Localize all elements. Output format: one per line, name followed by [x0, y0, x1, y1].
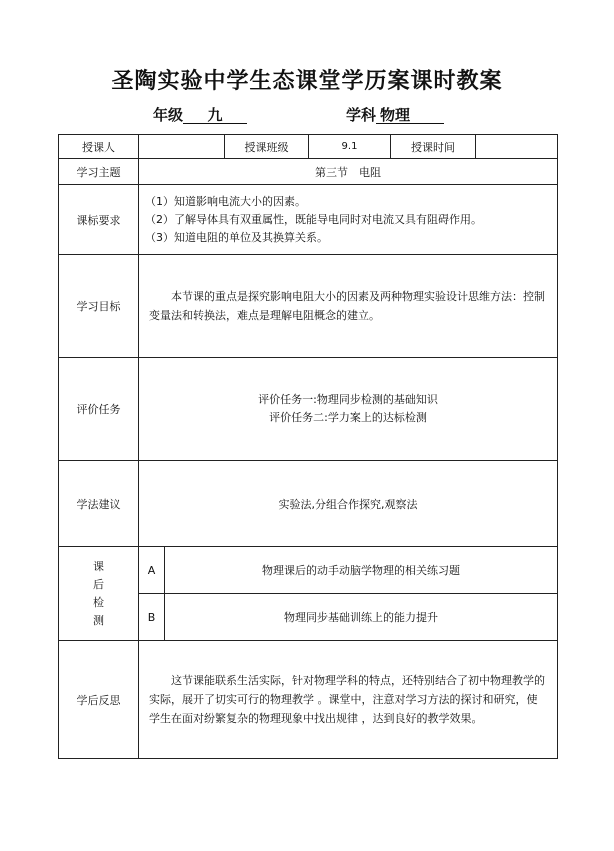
method-label: 学法建议	[59, 461, 139, 547]
reflect-text: 这节课能联系生活实际，针对物理学科的特点，还特别结合了初中物理教学的实际，展开了切实可行的物理教学 。课堂中，注意对学习方法的探讨和研究，使学生在面对纷繁复杂的物理现象中找出规律 ，达到良好的教学效果。	[139, 641, 558, 759]
teacher-label: 授课人	[59, 135, 139, 159]
check-label-char: 后	[93, 577, 104, 591]
subject-line	[346, 104, 444, 125]
grade-line	[153, 104, 247, 125]
check-label-char: 课	[93, 559, 104, 573]
grade-value: 九	[183, 107, 247, 124]
table-row	[59, 135, 558, 159]
check-b-text: 物理同步基础训练上的能力提升	[165, 594, 558, 641]
check-label-char: 测	[93, 613, 104, 627]
lesson-plan-table	[58, 134, 558, 759]
standard-label: 课标要求	[59, 185, 139, 255]
check-a-text: 物理课后的动手动脑学物理的相关练习题	[165, 547, 558, 594]
standard-items	[139, 185, 558, 255]
standard-item: （1）知道影响电流大小的因素。	[145, 194, 306, 208]
time-value	[476, 135, 558, 159]
standard-item: （2）了解导体具有双重属性，既能导电同时对电流又具有阻碍作用。	[145, 212, 482, 226]
table-row	[59, 547, 558, 594]
check-a-label: A	[139, 547, 165, 594]
class-value: 9.1	[309, 135, 391, 159]
goal-label: 学习目标	[59, 255, 139, 358]
table-row	[59, 358, 558, 461]
table-row	[59, 159, 558, 185]
table-row	[59, 255, 558, 358]
table-row	[59, 461, 558, 547]
check-label	[59, 547, 139, 641]
eval-item: 评价任务二:学力案上的达标检测	[269, 411, 427, 424]
eval-items	[139, 358, 558, 461]
page-title: 圣陶实验中学生态课堂学历案课时教案	[111, 68, 503, 94]
table-row	[59, 641, 558, 759]
time-label: 授课时间	[391, 135, 476, 159]
eval-label: 评价任务	[59, 358, 139, 461]
method-text: 实验法,分组合作探究,观察法	[139, 461, 558, 547]
standard-item: （3）知道电阻的单位及其换算关系。	[145, 230, 328, 244]
goal-text: 本节课的重点是探究影响电阻大小的因素及两种物理实验设计思维方法：控制变量法和转换法，难点是理解电阻概念的建立。	[139, 255, 558, 358]
topic-label: 学习主题	[59, 159, 139, 185]
subject-label: 学科	[346, 106, 377, 124]
table-row	[59, 185, 558, 255]
grade-label: 年级	[153, 106, 184, 124]
check-label-char: 检	[93, 595, 104, 609]
reflect-label: 学后反思	[59, 641, 139, 759]
subject-value: 物理	[376, 107, 444, 124]
eval-item: 评价任务一:物理同步检测的基础知识	[258, 393, 438, 406]
topic-value: 第三节 电阻	[139, 159, 558, 185]
check-b-label: B	[139, 594, 165, 641]
teacher-value	[139, 135, 225, 159]
class-label: 授课班级	[225, 135, 309, 159]
